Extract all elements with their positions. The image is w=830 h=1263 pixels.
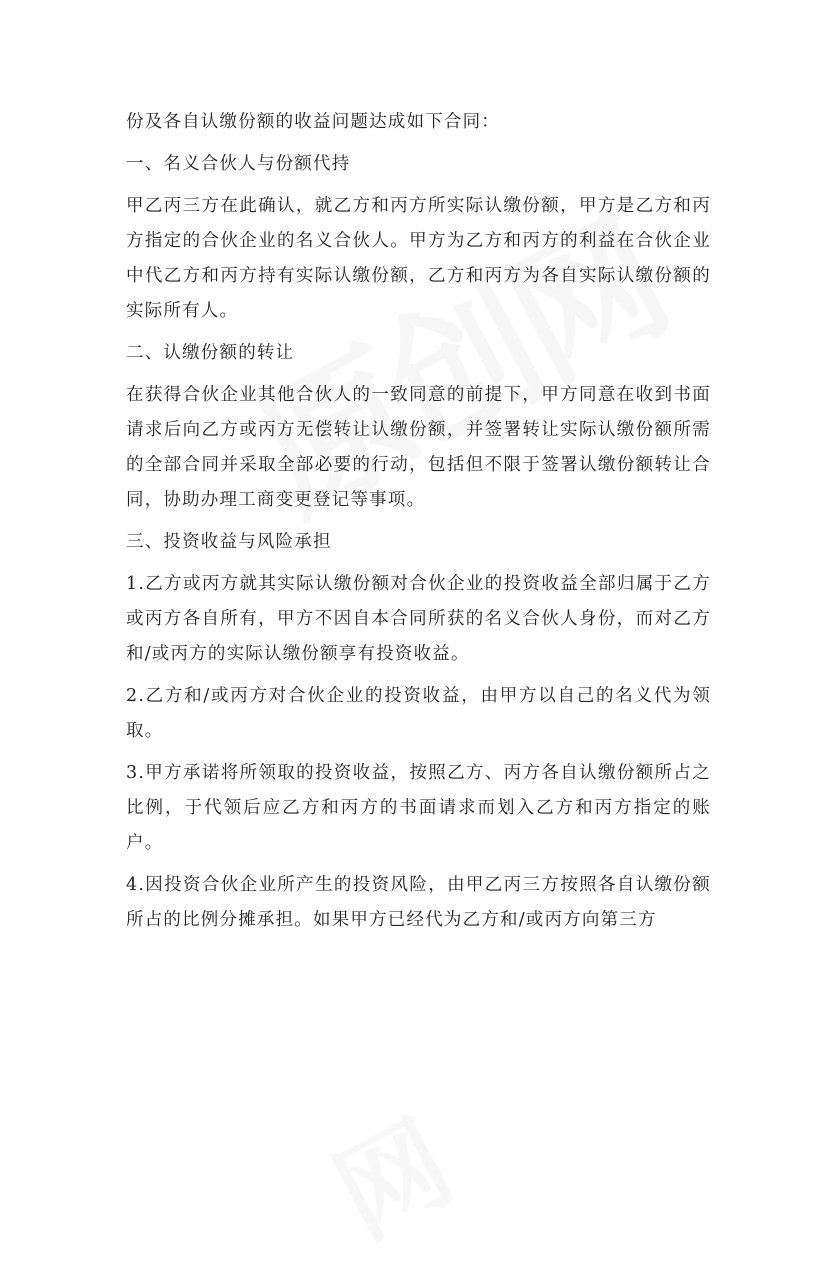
clause-3-2: 2.乙方和/或丙方对合伙企业的投资收益，由甲方以自己的名义代为领取。 — [126, 686, 711, 741]
paragraph-nominal-partner: 甲乙丙三方在此确认，就乙方和丙方所实际认缴份额，甲方是乙方和丙方指定的合伙企业的名义合伙人。甲方为乙方和丙方的利益在合伙企业中代乙方和丙方持有实际认缴份额，乙方和丙方为各自实际认缴份额的实际所有人。 — [126, 196, 711, 321]
paragraph-intro: 份及各自认缴份额的收益问题达成如下合同： — [126, 112, 500, 132]
section-heading-3: 三、投资收益与风险承担 — [126, 532, 332, 552]
section-heading-1: 一、名义合伙人与份额代持 — [126, 154, 351, 174]
section-heading-2: 二、认缴份额的转让 — [126, 343, 295, 363]
contract-body — [126, 105, 711, 945]
clause-3-1: 1.乙方或丙方就其实际认缴份额对合伙企业的投资收益全部归属于乙方或丙方各自所有，甲方不因自本合同所获的名义合伙人身份，而对乙方和/或丙方的实际认缴份额享有投资收益。 — [126, 574, 711, 664]
paragraph-transfer: 在获得合伙企业其他合伙人的一致同意的前提下，甲方同意在收到书面请求后向乙方或丙方无偿转让认缴份额，并签署转让实际认缴份额所需的全部合同并采取全部必要的行动，包括但不限于签署认缴份额转让合同，协助办理工商变更登记等事项。 — [126, 385, 711, 510]
watermark-secondary — [317, 1031, 603, 1259]
clause-3-3: 3.甲方承诺将所领取的投资收益，按照乙方、丙方各自认缴份额所占之比例，于代领后应乙方和丙方的书面请求而划入乙方和丙方指定的账户。 — [126, 763, 711, 853]
clause-3-4: 4.因投资合伙企业所产生的投资风险，由甲乙丙三方按照各自认缴份额所占的比例分摊承担。如果甲方已经代为乙方和/或丙方向第三方 — [126, 875, 711, 930]
